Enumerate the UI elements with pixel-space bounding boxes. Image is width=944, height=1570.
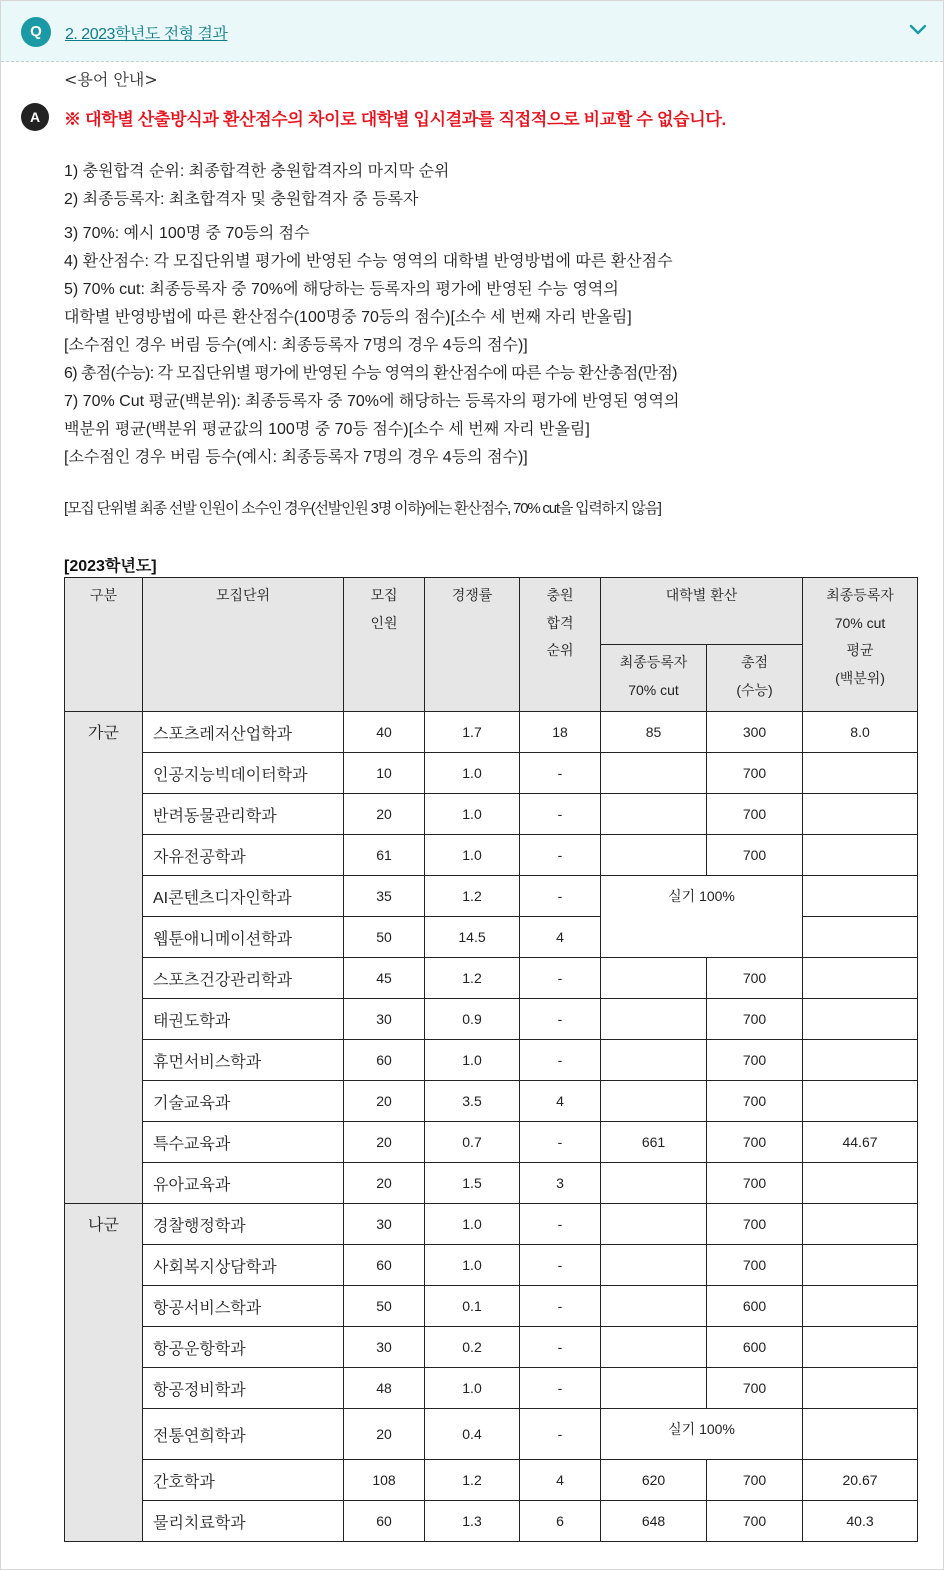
quota-cell: 60	[344, 1245, 425, 1286]
table-row	[65, 1081, 918, 1122]
percentile-cell	[803, 753, 918, 794]
quota-cell: 20	[344, 794, 425, 835]
ratio-cell: 0.2	[425, 1327, 520, 1368]
unit-name: 스포츠레저산업학과	[143, 712, 344, 753]
cut-cell	[601, 794, 707, 835]
unit-name: 휴먼서비스학과	[143, 1040, 344, 1081]
unit-name: 자유전공학과	[143, 835, 344, 876]
quota-cell: 35	[344, 876, 425, 917]
ratio-cell: 1.0	[425, 1245, 520, 1286]
glossary-item: [소수점인 경우 버림 등수(예시: 최종등록자 7명의 경우 4등의 점수)]	[64, 337, 528, 354]
unit-name: 특수교육과	[143, 1122, 344, 1163]
answer-body	[64, 68, 924, 92]
total-cell: 700	[707, 1163, 803, 1204]
ratio-cell: 14.5	[425, 917, 520, 958]
cut-cell	[601, 835, 707, 876]
table-row	[65, 999, 918, 1040]
percentile-cell: 20.67	[803, 1460, 918, 1501]
unit-name: 항공정비학과	[143, 1368, 344, 1409]
unit-name: 태권도학과	[143, 999, 344, 1040]
glossary-item: 2) 최종등록자: 최초합격자 및 충원합격자 중 등록자	[64, 191, 419, 208]
total-cell: 700	[707, 1501, 803, 1542]
ratio-cell: 1.0	[425, 1040, 520, 1081]
total-cell: 700	[707, 1245, 803, 1286]
percentile-cell	[803, 1409, 918, 1460]
quota-cell: 60	[344, 1040, 425, 1081]
quota-cell: 10	[344, 753, 425, 794]
rank-cell: -	[520, 753, 601, 794]
practical-exam-cell: 실기 100%	[601, 876, 803, 958]
glossary-item: 4) 환산점수: 각 모집단위별 평가에 반영된 수능 영역의 대학별 반영방법에 따른 환산점수	[64, 253, 673, 270]
quota-cell: 30	[344, 999, 425, 1040]
cut-cell	[601, 999, 707, 1040]
ratio-cell: 1.2	[425, 958, 520, 999]
rank-cell: -	[520, 1286, 601, 1327]
unit-name: 인공지능빅데이터학과	[143, 753, 344, 794]
quota-cell: 60	[344, 1501, 425, 1542]
rank-cell: -	[520, 1368, 601, 1409]
total-cell: 700	[707, 1368, 803, 1409]
ratio-cell: 1.0	[425, 835, 520, 876]
rank-cell: -	[520, 1327, 601, 1368]
percentile-cell: 44.67	[803, 1122, 918, 1163]
unit-name: 기술교육과	[143, 1081, 344, 1122]
rank-cell: 4	[520, 1460, 601, 1501]
rank-cell: 3	[520, 1163, 601, 1204]
ratio-cell: 1.7	[425, 712, 520, 753]
table-header-row	[65, 578, 918, 645]
cut-cell: 661	[601, 1122, 707, 1163]
percentile-cell: 40.3	[803, 1501, 918, 1542]
ratio-cell: 0.1	[425, 1286, 520, 1327]
total-cell: 600	[707, 1327, 803, 1368]
glossary-item: 1) 충원합격 순위: 최종합격한 충원합격자의 마지막 순위	[64, 163, 450, 180]
table-title: [2023학년도]	[64, 558, 157, 575]
glossary-item: 대학별 반영방법에 따른 환산점수(100명중 70등의 점수)[소수 세 번째 자리 반올림]	[64, 309, 632, 326]
percentile-cell	[803, 835, 918, 876]
unit-name: 경찰행정학과	[143, 1204, 344, 1245]
table-row	[65, 1460, 918, 1501]
cut-cell	[601, 1286, 707, 1327]
glossary-item: [소수점인 경우 버림 등수(예시: 최종등록자 7명의 경우 4등의 점수)]	[64, 449, 528, 466]
quota-cell: 20	[344, 1081, 425, 1122]
unit-name: 항공서비스학과	[143, 1286, 344, 1327]
total-cell: 700	[707, 1122, 803, 1163]
glossary-item: 5) 70% cut: 최종등록자 중 70%에 해당하는 등록자의 평가에 반영된 수능 영역의	[64, 281, 619, 298]
col-header-quota: 모집 인원	[344, 578, 425, 712]
total-cell: 700	[707, 1460, 803, 1501]
practical-exam-cell: 실기 100%	[601, 1409, 803, 1460]
total-cell: 700	[707, 1204, 803, 1245]
col-header-unit: 모집단위	[143, 578, 344, 712]
percentile-cell	[803, 1245, 918, 1286]
rank-cell: -	[520, 999, 601, 1040]
rank-cell: -	[520, 1122, 601, 1163]
cut-cell	[601, 1081, 707, 1122]
glossary-item: 백분위 평균(백분위 평균값의 100명 중 70등 점수)[소수 세 번째 자리 반올림]	[64, 421, 590, 438]
rank-cell: -	[520, 1204, 601, 1245]
cut-cell	[601, 1204, 707, 1245]
quota-cell: 20	[344, 1409, 425, 1460]
glossary-item: 7) 70% Cut 평균(백분위): 최종등록자 중 70%에 해당하는 등록자의 평가에 반영된 영역의	[64, 393, 680, 410]
percentile-cell	[803, 958, 918, 999]
col-header-converted: 대학별 환산	[601, 578, 803, 645]
table-row	[65, 835, 918, 876]
group-cell: 나군	[65, 1204, 143, 1542]
chevron-down-icon[interactable]	[908, 23, 928, 37]
rank-cell: 4	[520, 917, 601, 958]
faq-question-title[interactable]: 2. 2023학년도 전형 결과	[65, 26, 228, 43]
quota-cell: 30	[344, 1204, 425, 1245]
ratio-cell: 1.3	[425, 1501, 520, 1542]
total-cell: 700	[707, 835, 803, 876]
glossary-item: 3) 70%: 예시 100명 중 70등의 점수	[64, 225, 310, 242]
rank-cell: -	[520, 1409, 601, 1460]
ratio-cell: 0.4	[425, 1409, 520, 1460]
table-row	[65, 1501, 918, 1542]
quota-cell: 108	[344, 1460, 425, 1501]
total-cell: 700	[707, 753, 803, 794]
rank-cell: -	[520, 1245, 601, 1286]
cut-cell: 648	[601, 1501, 707, 1542]
table-row	[65, 753, 918, 794]
input-exclusion-note: [모집 단위별 최종 선발 인원이 소수인 경우(선발인원 3명 이하)에는 환산점수, 70% cut을 입력하지 않음]	[64, 500, 661, 517]
rank-cell: 18	[520, 712, 601, 753]
rank-cell: -	[520, 876, 601, 917]
quota-cell: 40	[344, 712, 425, 753]
col-header-rank: 충원 합격 순위	[520, 578, 601, 712]
quota-cell: 20	[344, 1122, 425, 1163]
percentile-cell	[803, 876, 918, 917]
q-badge: Q	[21, 17, 51, 47]
unit-name: 스포츠건강관리학과	[143, 958, 344, 999]
percentile-cell: 8.0	[803, 712, 918, 753]
table-row	[65, 1122, 918, 1163]
percentile-cell	[803, 1368, 918, 1409]
unit-name: AI콘텐츠디자인학과	[143, 876, 344, 917]
rank-cell: 6	[520, 1501, 601, 1542]
table-row	[65, 712, 918, 753]
total-cell: 700	[707, 794, 803, 835]
percentile-cell	[803, 1204, 918, 1245]
glossary-list	[64, 158, 679, 472]
ratio-cell: 1.2	[425, 1460, 520, 1501]
admission-results-table	[64, 577, 918, 1542]
percentile-cell	[803, 1327, 918, 1368]
table-row	[65, 1204, 918, 1245]
ratio-cell: 1.0	[425, 1368, 520, 1409]
unit-name: 사회복지상담학과	[143, 1245, 344, 1286]
percentile-cell	[803, 999, 918, 1040]
unit-name: 물리치료학과	[143, 1501, 344, 1542]
quota-cell: 48	[344, 1368, 425, 1409]
cut-cell	[601, 1368, 707, 1409]
ratio-cell: 1.0	[425, 1204, 520, 1245]
table-row	[65, 1245, 918, 1286]
ratio-cell: 1.2	[425, 876, 520, 917]
table-row	[65, 794, 918, 835]
table-row	[65, 1040, 918, 1081]
ratio-cell: 3.5	[425, 1081, 520, 1122]
table-row	[65, 1163, 918, 1204]
total-cell: 700	[707, 999, 803, 1040]
quota-cell: 30	[344, 1327, 425, 1368]
table-row	[65, 1409, 918, 1460]
total-cell: 600	[707, 1286, 803, 1327]
unit-name: 반려동물관리학과	[143, 794, 344, 835]
table-row	[65, 876, 918, 917]
unit-name: 유아교육과	[143, 1163, 344, 1204]
col-header-group: 구분	[65, 578, 143, 712]
col-header-total: 총점 (수능)	[707, 645, 803, 712]
ratio-cell: 0.7	[425, 1122, 520, 1163]
ratio-cell: 0.9	[425, 999, 520, 1040]
table-row	[65, 958, 918, 999]
glossary-heading: <용어 안내>	[64, 70, 158, 89]
col-header-ratio: 경쟁률	[425, 578, 520, 712]
col-header-cut: 최종등록자 70% cut	[601, 645, 707, 712]
percentile-cell	[803, 1286, 918, 1327]
total-cell: 700	[707, 1040, 803, 1081]
cut-cell	[601, 1163, 707, 1204]
total-cell: 700	[707, 958, 803, 999]
cut-cell: 620	[601, 1460, 707, 1501]
table-row	[65, 1327, 918, 1368]
unit-name: 항공운항학과	[143, 1327, 344, 1368]
percentile-cell	[803, 1081, 918, 1122]
cut-cell	[601, 958, 707, 999]
rank-cell: -	[520, 835, 601, 876]
a-badge: A	[21, 103, 49, 131]
quota-cell: 61	[344, 835, 425, 876]
warning-text: ※ 대학별 산출방식과 환산점수의 차이로 대학별 입시결과를 직접적으로 비교할 수 없습니다.	[64, 110, 726, 129]
rank-cell: -	[520, 794, 601, 835]
cut-cell	[601, 1327, 707, 1368]
quota-cell: 45	[344, 958, 425, 999]
total-cell: 700	[707, 1081, 803, 1122]
faq-question-header[interactable]	[1, 1, 943, 62]
percentile-cell	[803, 794, 918, 835]
table-row	[65, 1368, 918, 1409]
rank-cell: -	[520, 1040, 601, 1081]
ratio-cell: 1.0	[425, 753, 520, 794]
cut-cell: 85	[601, 712, 707, 753]
quota-cell: 50	[344, 917, 425, 958]
rank-cell: 4	[520, 1081, 601, 1122]
quota-cell: 20	[344, 1163, 425, 1204]
ratio-cell: 1.0	[425, 794, 520, 835]
glossary-item: 6) 총점(수능): 각 모집단위별 평가에 반영된 수능 영역의 환산점수에 따른 수능 환산총점(만점)	[64, 365, 677, 382]
rank-cell: -	[520, 958, 601, 999]
col-header-percentile: 최종등록자 70% cut 평균 (백분위)	[803, 578, 918, 712]
ratio-cell: 1.5	[425, 1163, 520, 1204]
percentile-cell	[803, 1040, 918, 1081]
cut-cell	[601, 1245, 707, 1286]
unit-name: 웹툰애니메이션학과	[143, 917, 344, 958]
cut-cell	[601, 1040, 707, 1081]
percentile-cell	[803, 1163, 918, 1204]
total-cell: 300	[707, 712, 803, 753]
unit-name: 전통연희학과	[143, 1409, 344, 1460]
quota-cell: 50	[344, 1286, 425, 1327]
percentile-cell	[803, 917, 918, 958]
cut-cell	[601, 753, 707, 794]
unit-name: 간호학과	[143, 1460, 344, 1501]
group-cell: 가군	[65, 712, 143, 1204]
table-row	[65, 1286, 918, 1327]
